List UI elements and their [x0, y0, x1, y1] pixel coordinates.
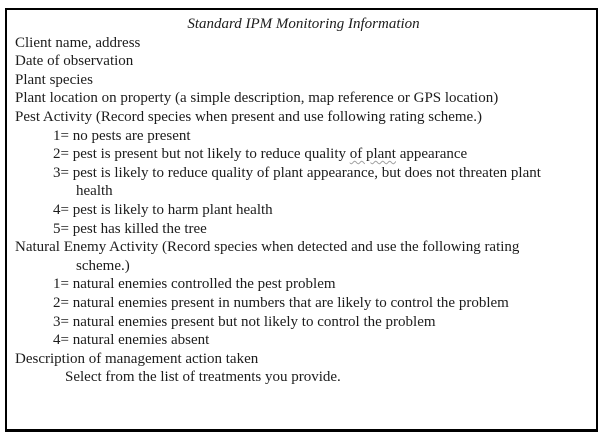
text-line — [15, 34, 592, 53]
text-line — [15, 145, 592, 164]
text-line-content: Natural Enemy Activity (Record species when detected and use the following rating — [15, 239, 520, 256]
text-line — [15, 164, 592, 183]
text-line-content: Client name, address — [15, 34, 141, 51]
text-line — [15, 275, 592, 294]
document-lines — [15, 34, 592, 387]
text-line-content: Select from the list of treatments you provide. — [65, 369, 341, 386]
text-line-content: 5= pest has killed the tree — [53, 220, 207, 237]
text-line — [15, 313, 592, 332]
text-line — [15, 52, 592, 71]
text-line — [15, 182, 592, 201]
text-line-content: health — [76, 183, 113, 200]
text-line — [15, 257, 592, 276]
text-line — [15, 220, 592, 239]
document-content — [7, 10, 596, 387]
text-line-content: 2= pest is present but not likely to reduce quality — [53, 146, 350, 163]
text-line-content: appearance — [395, 146, 468, 163]
text-line — [15, 108, 592, 127]
text-line — [15, 127, 592, 146]
document-title: Standard IPM Monitoring Information — [187, 16, 420, 32]
document-text-box — [5, 8, 598, 432]
text-line-content: Description of management action taken — [15, 350, 259, 367]
text-line — [15, 331, 592, 350]
text-line-content: scheme.) — [76, 257, 130, 274]
text-line-content: 4= pest is likely to harm plant health — [53, 201, 273, 218]
text-line-content: 4= natural enemies absent — [53, 332, 210, 349]
text-line-content: 1= no pests are present — [53, 127, 191, 144]
text-line — [15, 201, 592, 220]
text-line-content: Plant species — [15, 71, 93, 88]
text-line — [15, 350, 592, 369]
text-line — [15, 89, 592, 108]
text-line — [15, 294, 592, 313]
text-line-content: Pest Activity (Record species when present and use following rating scheme.) — [15, 108, 482, 125]
text-line-content: 1= natural enemies controlled the pest problem — [53, 276, 336, 293]
text-line-content: Date of observation — [15, 53, 134, 70]
text-line — [15, 71, 592, 90]
text-line-content: Plant location on property (a simple description, map reference or GPS location) — [15, 90, 499, 107]
text-line-content: 2= natural enemies present in numbers that are likely to control the problem — [53, 294, 509, 311]
text-line — [15, 368, 592, 387]
text-line-content: 3= pest is likely to reduce quality of plant appearance, but does not threaten plant — [53, 164, 541, 181]
text-line — [15, 238, 592, 257]
spellcheck-underlined-text: of plant — [349, 146, 396, 163]
text-line-content: 3= natural enemies present but not likely to control the problem — [53, 313, 436, 330]
